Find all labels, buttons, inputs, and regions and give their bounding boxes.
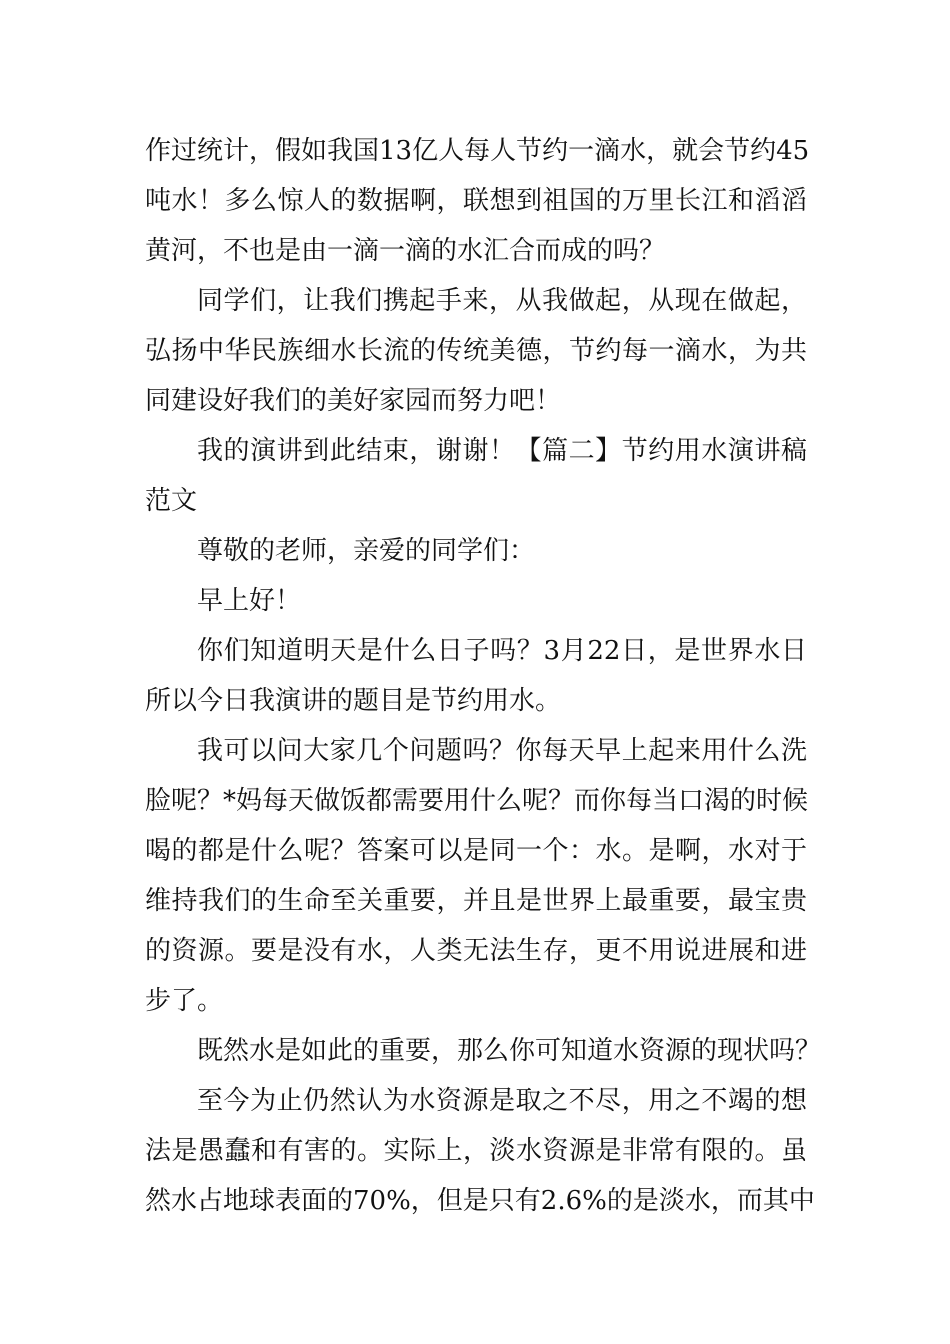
text-line: 脸呢？*妈每天做饭都需要用什么呢？而你每当口渴的时候 [145,786,809,816]
text-line: 同学们，让我们携起手来，从我做起，从现在做起， [197,286,807,316]
text-line: 范文 [145,486,198,516]
text-line: 同建设好我们的美好家园而努力吧！ [145,386,562,416]
text-line: 弘扬中华民族细水长流的传统美德，节约每一滴水，为共 [145,336,807,366]
greeting-line: 早上好！ [197,586,302,616]
text-line: 我可以问大家几个问题吗？你每天早上起来用什么洗 [197,736,807,766]
text-line: 我的演讲到此结束，谢谢！【篇二】节约用水演讲稿 [197,436,807,466]
text-line: 吨水！多么惊人的数据啊，联想到祖国的万里长江和滔滔 [145,186,807,216]
salutation-line: 尊敬的老师，亲爱的同学们： [197,536,536,566]
text-line: 黄河，不也是由一滴一滴的水汇合而成的吗？ [145,236,666,266]
text-line: 然水占地球表面的70%，但是只有2.6%的是淡水，而其中 [145,1186,815,1216]
text-line: 所以今日我演讲的题目是节约用水。 [145,686,562,716]
text-line: 你们知道明天是什么日子吗？3月22日，是世界水日 [197,636,807,666]
text-line: 的资源。要是没有水，人类无法生存，更不用说进展和进 [145,936,807,966]
text-line: 喝的都是什么呢？答案可以是同一个：水。是啊，水对于 [145,836,807,866]
text-line: 既然水是如此的重要，那么你可知道水资源的现状吗？ [197,1036,822,1066]
text-line: 至今为止仍然认为水资源是取之不尽，用之不竭的想 [197,1086,807,1116]
text-line: 维持我们的生命至关重要，并且是世界上最重要，最宝贵 [145,886,807,916]
text-line: 作过统计，假如我国13亿人每人节约一滴水，就会节约45 [145,136,810,166]
text-line: 法是愚蠢和有害的。实际上，淡水资源是非常有限的。虽 [145,1136,807,1166]
text-line: 步了。 [145,986,224,1016]
